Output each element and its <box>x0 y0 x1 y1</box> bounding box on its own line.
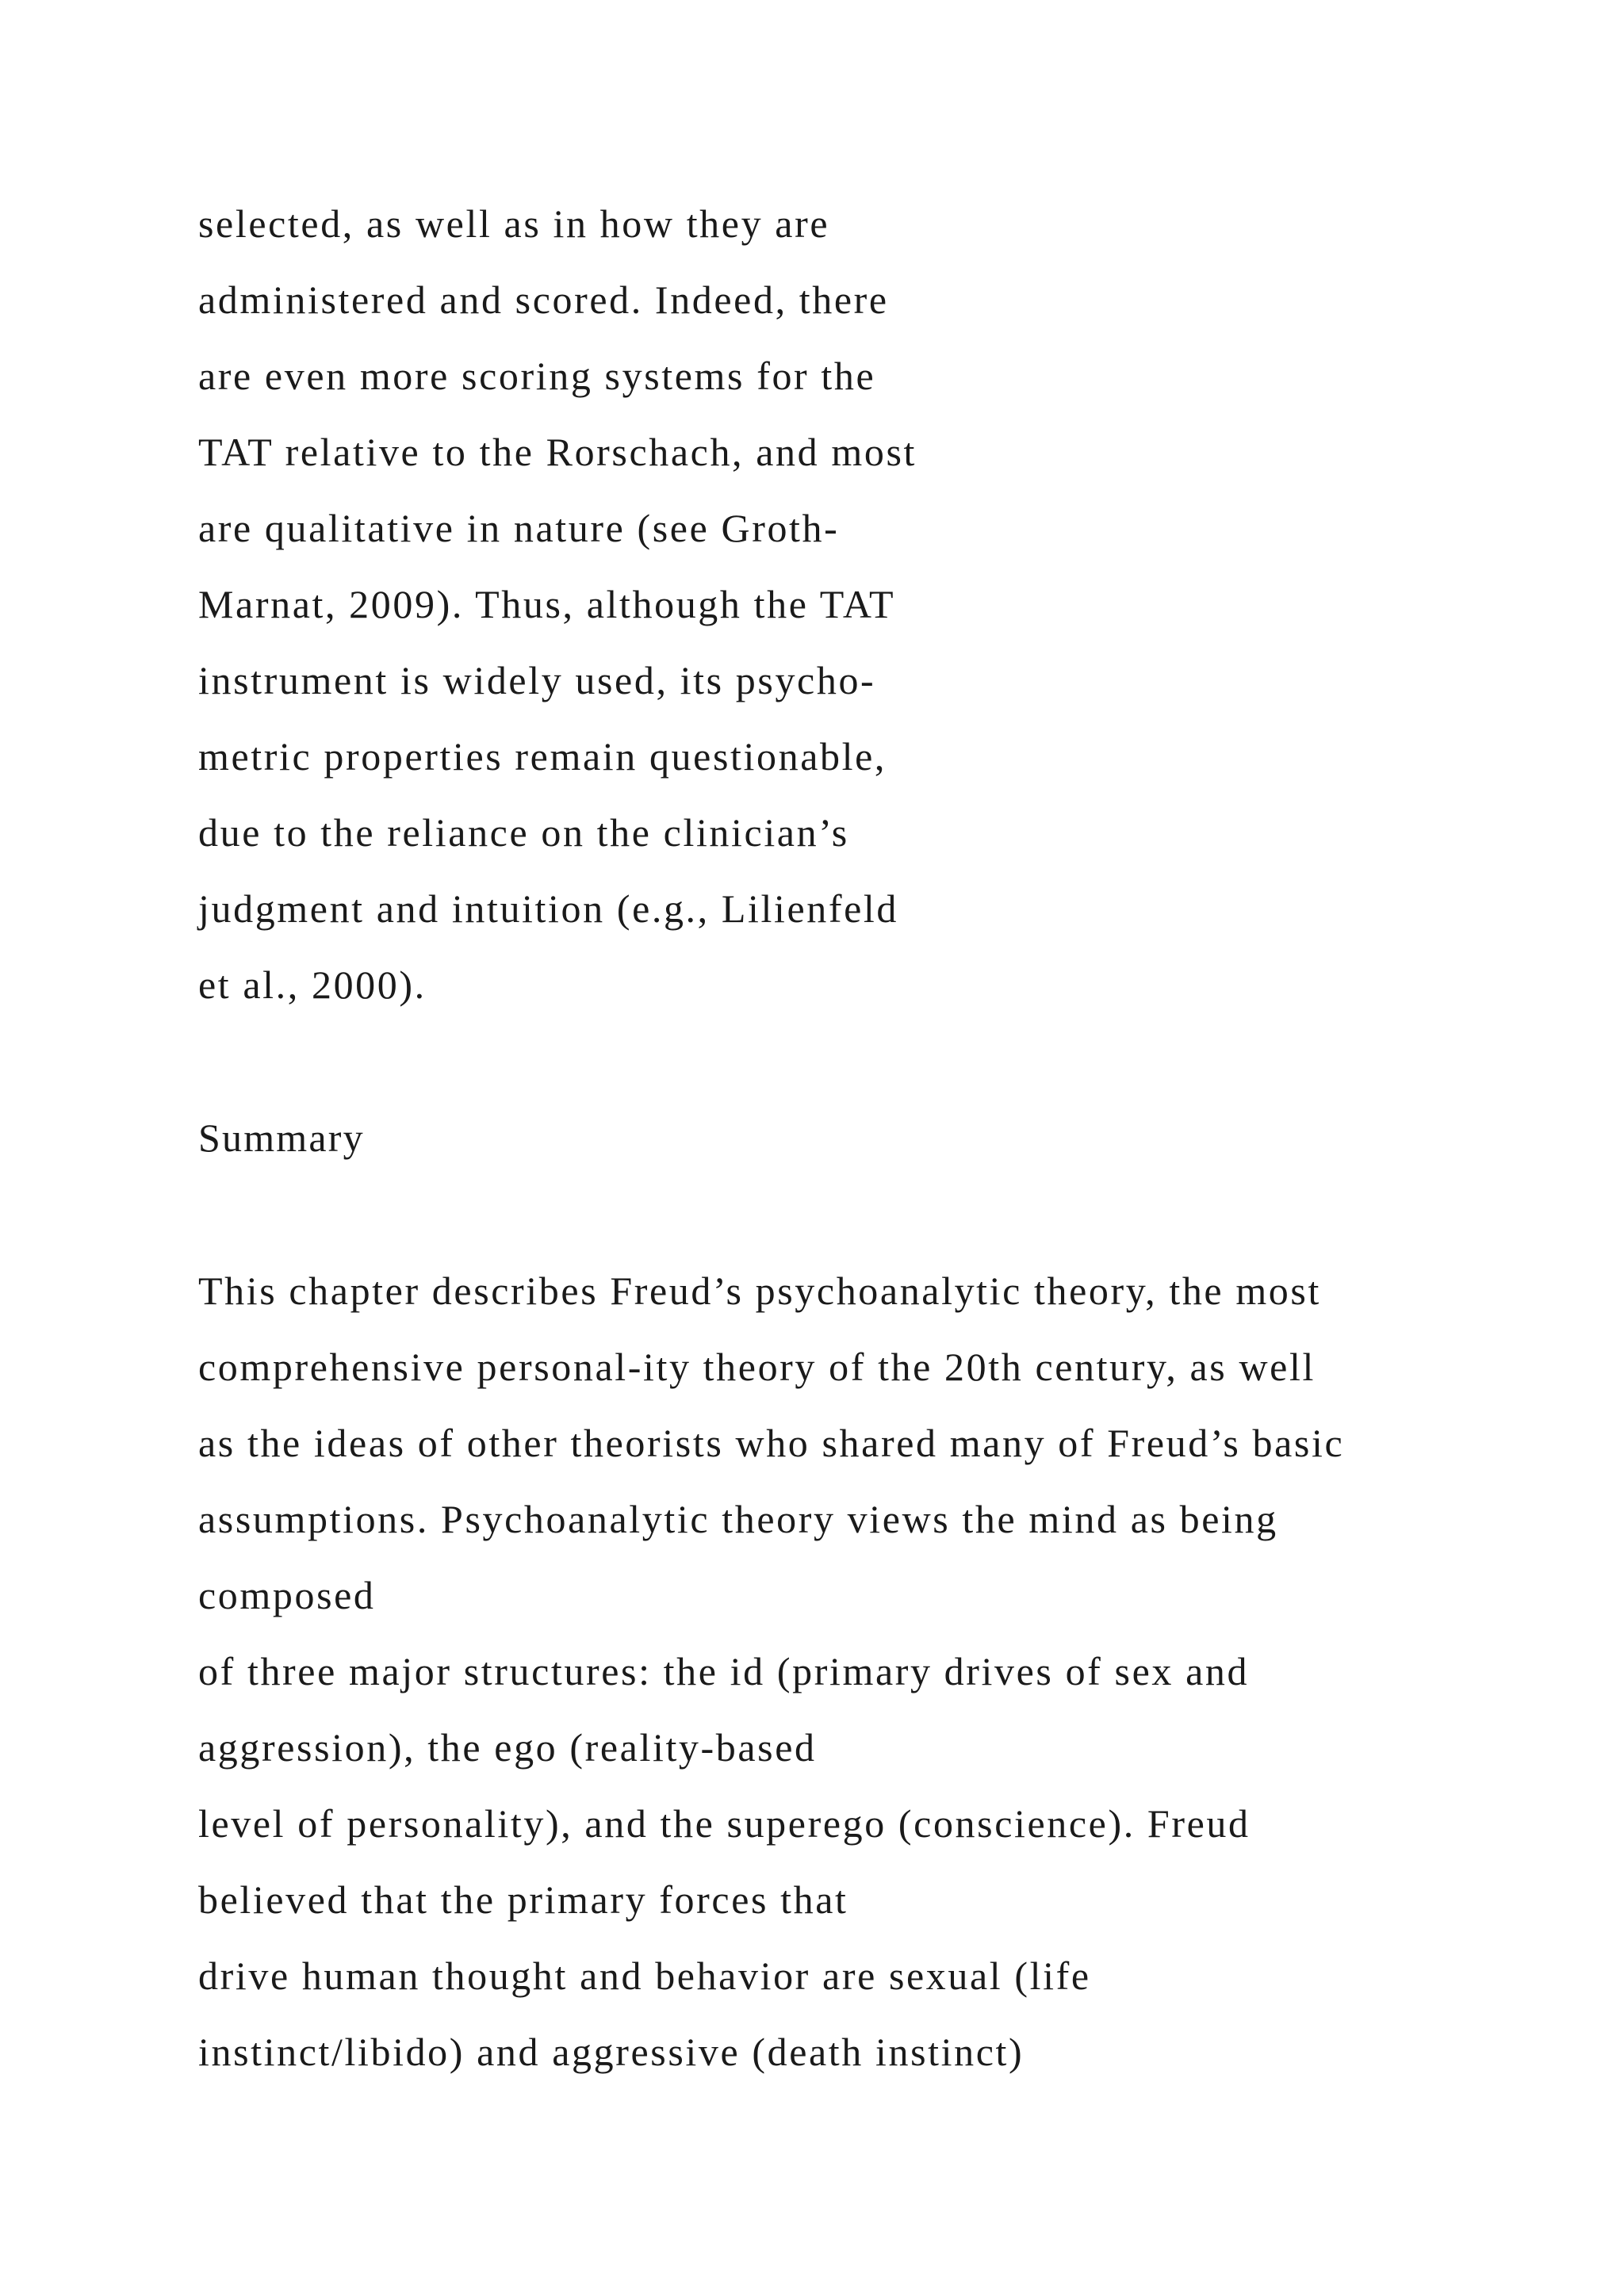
text-line: selected, as well as in how they are <box>198 201 830 246</box>
text-line: This chapter describes Freud’s psychoanalytic theory, the most <box>198 1269 1321 1313</box>
text-line: Marnat, 2009). Thus, although the TAT <box>198 582 896 626</box>
text-line: due to the reliance on the clinician’s <box>198 810 849 855</box>
text-line: et al., 2000). <box>198 962 427 1007</box>
section-heading: Summary <box>198 1115 365 1160</box>
text-line: drive human thought and behavior are sexual (life <box>198 1954 1091 1998</box>
text-line: assumptions. Psychoanalytic theory views the mind as being <box>198 1497 1278 1541</box>
text-line: instrument is widely used, its psycho- <box>198 658 876 702</box>
text-line: comprehensive personal-ity theory of the 20th century, as well <box>198 1345 1316 1389</box>
text-line: metric properties remain questionable, <box>198 734 887 779</box>
text-line: aggression), the ego (reality-based <box>198 1725 817 1770</box>
text-line: believed that the primary forces that <box>198 1877 848 1922</box>
text-line: of three major structures: the id (primary drives of sex and <box>198 1649 1250 1693</box>
text-line: judgment and intuition (e.g., Lilienfeld <box>198 886 899 931</box>
text-line: composed <box>198 1573 376 1617</box>
text-line: as the ideas of other theorists who shared many of Freud’s basic <box>198 1421 1345 1465</box>
text-line: level of personality), and the superego (conscience). Freud <box>198 1801 1251 1846</box>
text-line: are qualitative in nature (see Groth- <box>198 506 840 550</box>
text-line: instinct/libido) and aggressive (death instinct) <box>198 2030 1025 2074</box>
text-line: are even more scoring systems for the <box>198 354 876 398</box>
text-line: administered and scored. Indeed, there <box>198 277 889 322</box>
text-line: TAT relative to the Rorschach, and most <box>198 430 917 474</box>
